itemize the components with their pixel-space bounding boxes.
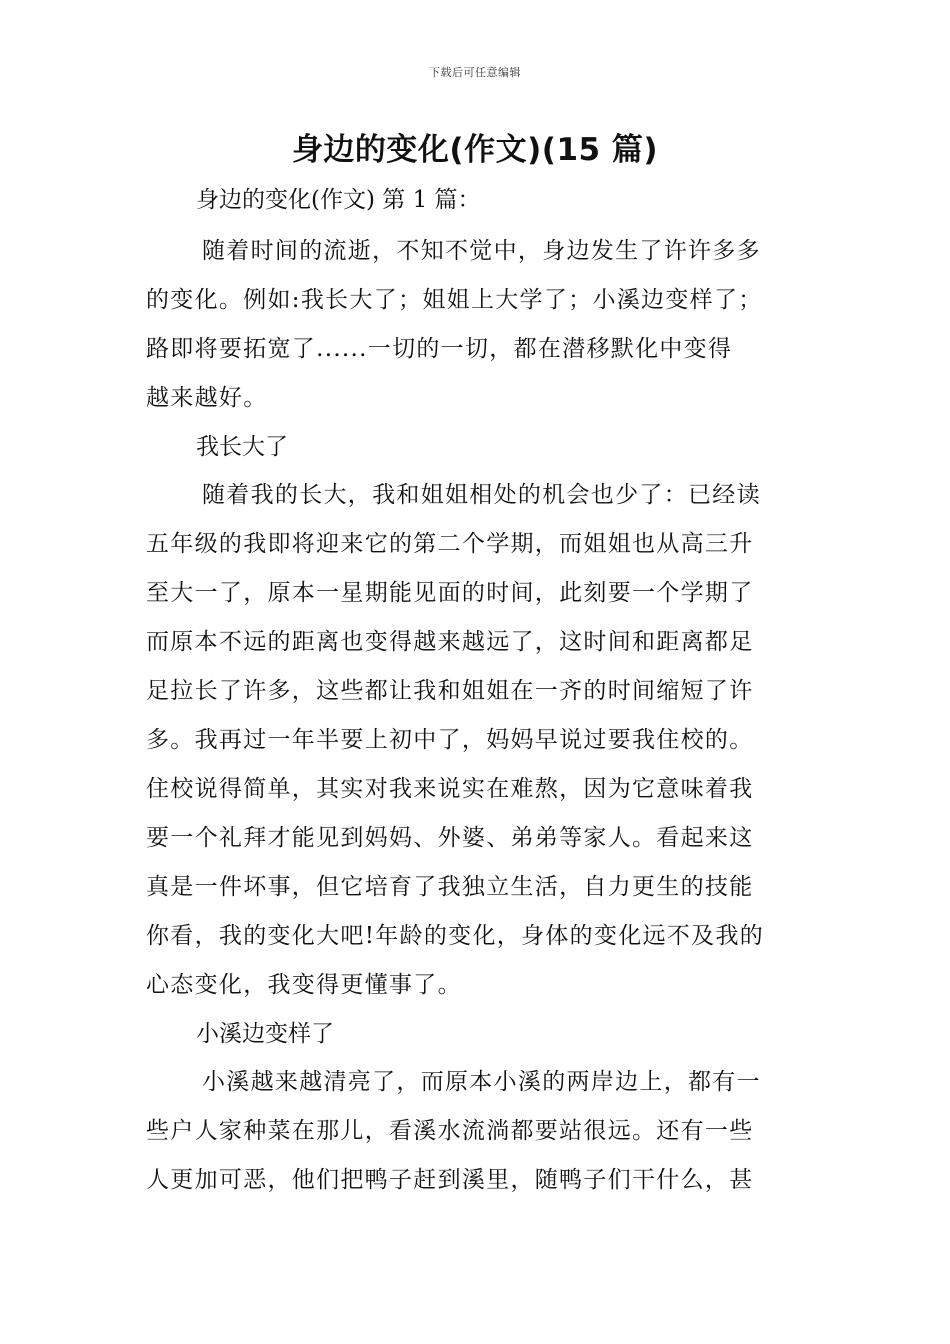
intro-paragraph bbox=[146, 227, 808, 423]
document-body bbox=[146, 179, 808, 1205]
paragraph-line: 人更加可恶，他们把鸭子赶到溪里，随鸭子们干什么，甚 bbox=[146, 1167, 754, 1193]
paragraph-line: 小溪越来越清亮了，而原本小溪的两岸边上，都有一 bbox=[202, 1069, 761, 1095]
paragraph-line: 要一个礼拜才能见到妈妈、外婆、弟弟等家人。看起来这 bbox=[146, 825, 754, 851]
paragraph-line: 越来越好。 bbox=[146, 385, 268, 411]
paragraph-line: 心态变化，我变得更懂事了。 bbox=[146, 972, 462, 998]
paragraph-line: 些户人家种菜在那儿，看溪水流淌都要站很远。还有一些 bbox=[146, 1118, 754, 1144]
paragraph-line: 而原本不远的距离也变得越来越远了，这时间和距离都足 bbox=[146, 629, 754, 655]
paragraph-line: 随着时间的流逝，不知不觉中，身边发生了许许多多 bbox=[202, 238, 761, 264]
paragraph-line: 随着我的长大，我和姐姐相处的机会也少了：已经读 bbox=[202, 482, 761, 508]
paragraph-line: 至大一了，原本一星期能见面的时间，此刻要一个学期了 bbox=[146, 580, 754, 606]
paragraph-line: 真是一件坏事，但它培育了我独立生活，自力更生的技能 bbox=[146, 874, 754, 900]
paragraph-line: 多。我再过一年半要上初中了，妈妈早说过要我住校的。 bbox=[146, 727, 754, 753]
intro-heading: 身边的变化(作文) 第 1 篇： bbox=[196, 187, 481, 213]
document-title: 身边的变化(作文)(15 篇) bbox=[291, 132, 659, 168]
paragraph-line: 足拉长了许多，这些都让我和姐姐在一齐的时间缩短了许 bbox=[146, 678, 754, 704]
grow-paragraph bbox=[146, 471, 808, 1010]
section-heading-grow: 我长大了 bbox=[196, 434, 288, 460]
paragraph-line: 的变化。例如:我长大了；姐姐上大学了；小溪边变样了； bbox=[146, 287, 763, 313]
paragraph-line: 住校说得简单，其实对我来说实在难熬，因为它意味着我 bbox=[146, 776, 754, 802]
paragraph-line: 五年级的我即将迎来它的第二个学期，而姐姐也从高三升 bbox=[146, 531, 754, 557]
paragraph-line: 你看，我的变化大吧!年龄的变化，身体的变化远不及我的 bbox=[146, 923, 765, 949]
paragraph-line: 路即将要拓宽了......一切的一切，都在潜移默化中变得 bbox=[146, 336, 733, 362]
section-heading-creek: 小溪边变样了 bbox=[196, 1021, 334, 1047]
header-note: 下载后可任意编辑 bbox=[429, 66, 521, 79]
creek-paragraph bbox=[146, 1058, 808, 1205]
